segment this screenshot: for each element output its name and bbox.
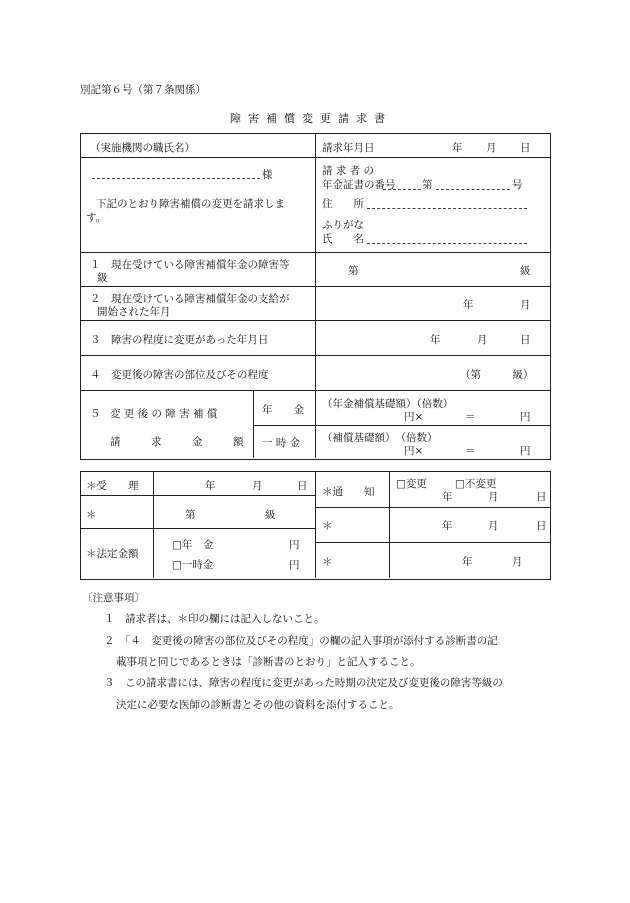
cert-field-1[interactable] bbox=[383, 189, 421, 190]
agency-name-field[interactable] bbox=[92, 178, 260, 179]
item3-month: 月 bbox=[477, 334, 488, 346]
received-day: 日 bbox=[297, 480, 308, 492]
notes-heading: 〔注意事項〕 bbox=[82, 592, 145, 604]
row3-year: 年 bbox=[462, 556, 473, 568]
cert-label: 年金証書の番号 bbox=[322, 179, 396, 191]
row2-year: 年 bbox=[442, 520, 453, 532]
agency-label: （実施機関の職氏名） bbox=[90, 142, 195, 154]
date-day: 日 bbox=[520, 142, 531, 154]
note-1: １ 請求者は、＊印の欄には記入しないこと。 bbox=[104, 613, 325, 625]
address-label: 住 所 bbox=[322, 198, 364, 210]
pension-yen-times: 円× bbox=[404, 411, 424, 423]
received-month: 月 bbox=[252, 480, 263, 492]
honorific: 様 bbox=[262, 169, 273, 181]
lump-equals: ＝ bbox=[465, 445, 476, 457]
row2-month: 月 bbox=[488, 520, 499, 532]
legal-lump-yen: 円 bbox=[289, 559, 300, 571]
pension-equals: ＝ bbox=[465, 411, 476, 423]
asterisk-cell-3: ＊ bbox=[322, 556, 333, 568]
item5-label-2d: 額 bbox=[233, 436, 244, 448]
furigana-label: ふりがな bbox=[322, 219, 364, 231]
item5-label-2b: 求 bbox=[151, 436, 162, 448]
notice-year: 年 bbox=[442, 491, 453, 503]
note-3: ３ この請求書には、障害の程度に変更があった時期の決定及び変更後の障害等級の bbox=[104, 677, 503, 689]
notice-day: 日 bbox=[536, 491, 547, 503]
item1-kyu: 級 bbox=[520, 265, 531, 277]
row2-day: 日 bbox=[536, 520, 547, 532]
pension-label: 年 金 bbox=[262, 404, 304, 416]
item2-label: ２ 現在受けている障害補償年金の支給が bbox=[90, 293, 290, 305]
date-year: 年 bbox=[452, 142, 463, 154]
address-field[interactable] bbox=[367, 208, 527, 209]
name-field[interactable] bbox=[367, 243, 527, 244]
item4-value: （第 級） bbox=[460, 369, 534, 381]
pension-base-label: （年金補償基礎額）（倍数） bbox=[322, 398, 454, 410]
item3-label: ３ 障害の程度に変更があった年月日 bbox=[90, 334, 269, 346]
item1-label-end: 級 bbox=[97, 272, 108, 284]
change-checkbox[interactable]: □変更 bbox=[396, 478, 427, 490]
note-2: ２ 「４ 変更後の障害の部位及びその程度」の欄の記入事項が添付する診断書の記 bbox=[104, 635, 498, 647]
legal-lump-checkbox[interactable]: □一時金 bbox=[172, 559, 214, 571]
received-label: ＊受 理 bbox=[86, 480, 139, 492]
legal-amount-label: ＊法定金額 bbox=[86, 548, 139, 560]
form-title: 障害補償変更請求書 bbox=[230, 112, 392, 125]
legal-pension-checkbox[interactable]: □年 金 bbox=[172, 539, 214, 551]
nochange-checkbox[interactable]: □不変更 bbox=[455, 478, 497, 490]
notice-month: 月 bbox=[488, 491, 499, 503]
note-2-cont: 載事項と同じであるときは「診断書のとおり」と記入すること。 bbox=[116, 656, 421, 668]
item2-year: 年 bbox=[463, 299, 474, 311]
item4-label: ４ 変更後の障害の部位及びその程度 bbox=[90, 369, 269, 381]
item5-label-2c: 金 bbox=[192, 436, 203, 448]
request-text-end: す。 bbox=[86, 212, 107, 224]
cert-field-2[interactable] bbox=[436, 189, 510, 190]
note-3-cont: 決定に必要な医師の診断書とその他の資料を添付すること。 bbox=[116, 699, 400, 711]
lump-yen-times: 円× bbox=[404, 445, 424, 457]
row3-month: 月 bbox=[512, 556, 523, 568]
legal-pension-yen: 円 bbox=[289, 539, 300, 551]
office-kyu: 級 bbox=[265, 509, 276, 521]
notice-label: ＊通 知 bbox=[322, 486, 375, 498]
item5-number: ５ bbox=[90, 408, 101, 420]
cert-dai: 第 bbox=[422, 179, 433, 191]
request-date-label: 請求年月日 bbox=[322, 142, 375, 154]
lump-label: 一 時 金 bbox=[262, 437, 301, 449]
item3-year: 年 bbox=[430, 334, 441, 346]
lump-yen: 円 bbox=[520, 445, 531, 457]
name-label: 氏 名 bbox=[322, 233, 364, 245]
request-text: 下記のとおり障害補償の変更を請求しま bbox=[96, 198, 285, 210]
item3-day: 日 bbox=[520, 334, 531, 346]
item2-month: 月 bbox=[520, 299, 531, 311]
asterisk-cell-1: ＊ bbox=[86, 509, 97, 521]
claimant-label: 請 求 者 の bbox=[322, 165, 375, 177]
date-month: 月 bbox=[486, 142, 497, 154]
item2-label-end: 開始された年月 bbox=[97, 306, 171, 318]
asterisk-cell-2: ＊ bbox=[322, 520, 333, 532]
received-year: 年 bbox=[205, 480, 216, 492]
item5-label: 変 更 後 の 障 害 補 償 bbox=[110, 408, 218, 420]
form-number: 別記第６号（第７条関係） bbox=[80, 84, 206, 96]
office-dai: 第 bbox=[185, 509, 196, 521]
lump-base-label: （補償基礎額） （倍数） bbox=[322, 432, 438, 444]
pension-yen: 円 bbox=[520, 411, 531, 423]
item1-dai: 第 bbox=[348, 265, 359, 277]
cert-go: 号 bbox=[512, 179, 523, 191]
item5-label-2a: 請 bbox=[110, 436, 121, 448]
item1-label: １ 現在受けている障害補償年金の障害等 bbox=[90, 259, 290, 271]
